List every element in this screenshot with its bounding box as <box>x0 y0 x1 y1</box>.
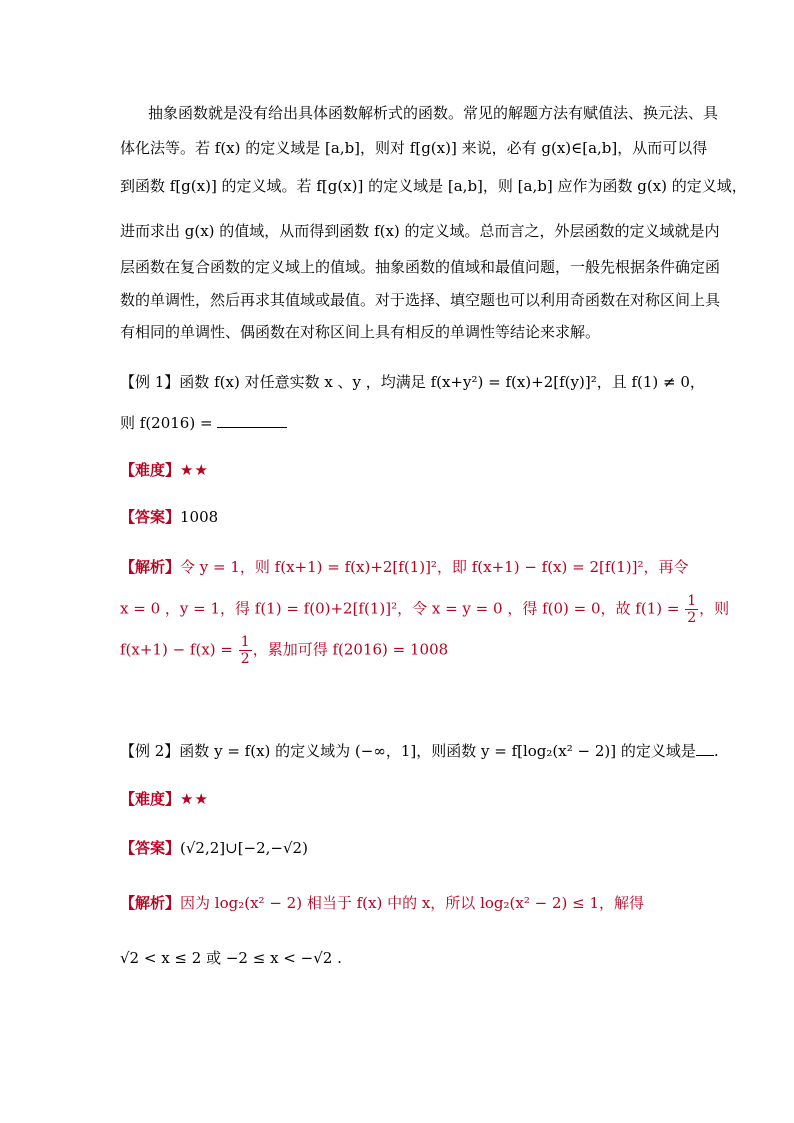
intro-line-5: 层函数在复合函数的定义域上的值域。抽象函数的值域和最值问题，一般先根据条件确定函 <box>120 258 721 276</box>
solution-label: 【解析】 <box>120 558 181 576</box>
example-2-solution-1 <box>120 893 644 913</box>
example-1-answer <box>120 507 218 527</box>
fraction-one-half-2: $\frac{1}{2}$ <box>240 634 250 667</box>
difficulty-label: 【难度】 <box>120 461 181 479</box>
intro-line-1: 抽象函数就是没有给出具体函数解析式的函数。常见的解题方法有赋值法、换元法、具 <box>148 104 719 122</box>
answer-blank-2 <box>696 741 714 756</box>
example-1-difficulty <box>120 460 209 480</box>
example-1-solution-1 <box>120 557 689 577</box>
intro-line-7: 有相同的单调性、偶函数在对称区间上具有相反的单调性等结论来求解。 <box>120 323 601 341</box>
answer-value: 1008 <box>180 508 219 526</box>
fraction-one-half: $\frac{1}{2}$ <box>687 593 697 626</box>
solution-text-2a: x = 0 ，y = 1，得 f(1) = f(0)+2[f(1)]²，令 x = y = 0 ，得 f(0) = 0，故 f(1) = <box>120 599 680 618</box>
answer-value-2: (√2,2]∪[−2,−√2) <box>180 839 308 857</box>
star-icon: ★★ <box>180 461 209 479</box>
intro-line-6: 数的单调性，然后再求其值域或最值。对于选择、填空题也可以利用奇函数在对称区间上具 <box>120 291 721 309</box>
example-2-solution-2: √2 < x ≤ 2 或 −2 ≤ x < −√2 . <box>120 949 342 967</box>
example-2-difficulty <box>120 789 209 809</box>
example-1-question: 【例 1】函数 f(x) 对任意实数 x 、y ，均满足 f(x+y²) = f(x)+2[f(y)]²，且 f(1) ≠ 0， <box>120 373 705 391</box>
answer-label-2: 【答案】 <box>120 839 181 857</box>
example-1-solution-3 <box>120 634 448 667</box>
solution-label-2: 【解析】 <box>120 894 181 912</box>
solution-text-3a: f(x+1) − f(x) = <box>120 640 233 659</box>
solution-2-text-1: 因为 log₂(x² − 2) 相当于 f(x) 中的 x，所以 log₂(x² − 2) ≤ 1，解得 <box>180 894 644 912</box>
intro-line-3: 到函数 f[g(x)] 的定义域。若 f[g(x)] 的定义域是 [a,b]，则 [a,b] 应作为函数 g(x) 的定义域， <box>120 177 747 195</box>
intro-line-4: 进而求出 g(x) 的值域，从而得到函数 f(x) 的定义域。总而言之，外层函数的定义域就是内 <box>120 222 720 240</box>
example-2-question <box>120 741 719 761</box>
star-icon-2: ★★ <box>180 790 209 808</box>
example-2-question-text: 【例 2】函数 y = f(x) 的定义域为 (−∞，1]，则函数 y = f[log₂(x² − 2)] 的定义域是 <box>120 742 696 760</box>
solution-text-3b: ，累加可得 f(2016) = 1008 <box>252 640 449 659</box>
example-2-answer <box>120 838 308 858</box>
solution-text-2b: ，则 <box>699 599 730 618</box>
difficulty-label-2: 【难度】 <box>120 790 181 808</box>
solution-text-1: 令 y = 1，则 f(x+1) = f(x)+2[f(1)]²，即 f(x+1) − f(x) = 2[f(1)]²，再令 <box>180 558 689 576</box>
example-1-question-tail: 则 f(2016) = <box>120 414 213 432</box>
example-1-question-2 <box>120 413 287 433</box>
example-1-solution-2 <box>120 593 729 626</box>
answer-blank <box>217 413 287 428</box>
question-end: . <box>713 742 719 760</box>
answer-label: 【答案】 <box>120 508 181 526</box>
intro-line-2: 体化法等。若 f(x) 的定义域是 [a,b]，则对 f[g(x)] 来说，必有 g(x)∈[a,b]，从而可以得 <box>120 139 708 157</box>
